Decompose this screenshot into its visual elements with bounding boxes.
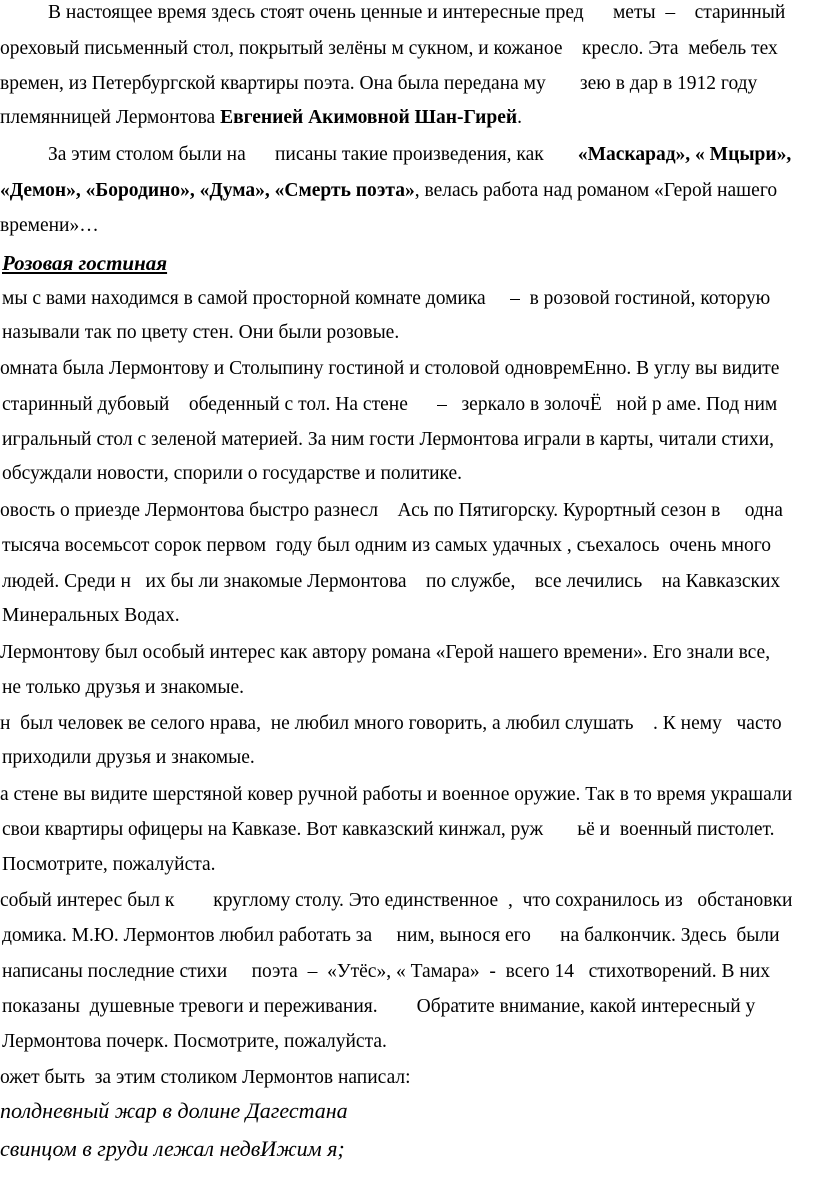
poem-line: свинцом в груди лежал недвИжим я; bbox=[0, 1136, 345, 1161]
body-line: обсуждали новости, спорили о государстве и политике. bbox=[2, 463, 463, 484]
body-line: людей. Среди н их бы ли знакомые Лермонтова по службе, все лечились на Кавказских bbox=[2, 571, 781, 592]
body-line: написаны последние стихи поэта – «Утёс», « Тамара» - всего 14 стихотворений. В них bbox=[2, 961, 771, 982]
person-name: Евгенией Акимовной Шан-Гирей bbox=[220, 107, 518, 128]
body-line: овость о приезде Лермонтова быстро разнесл Ась по Пятигорску. Курортный сезон в одна bbox=[0, 500, 783, 521]
body-line: тысяча восемьсот сорок первом году был одним из самых удачных , съехалось очень много bbox=[2, 535, 772, 556]
body-line: не только друзья и знакомые. bbox=[2, 677, 244, 698]
paragraph-2-line-3: времени»… bbox=[0, 215, 99, 236]
section-heading: Розовая гостиная bbox=[2, 251, 168, 275]
body-line: н был человек ве селого нрава, не любил много говорить, а любил слушать . К нему часто bbox=[0, 713, 782, 734]
body-line: старинный дубовый обеденный с тол. На стене – зеркало в золочЁ ной р аме. Под ним bbox=[2, 394, 778, 415]
paragraph-2-line-2: «Демон», «Бородино», «Дума», «Смерть поэта», велась работа над романом «Герой нашего bbox=[0, 180, 778, 201]
body-line: мы с вами находимся в самой просторной комнате домика – в розовой гостиной, которую bbox=[2, 288, 771, 309]
body-line: ожет быть за этим столиком Лермонтов написал: bbox=[0, 1067, 411, 1088]
body-line: Лермонтову был особый интерес как автору романа «Герой нашего времени». Его знали все, bbox=[0, 642, 771, 663]
body-line: свои квартиры офицеры на Кавказе. Вот кавказский кинжал, руж ьё и военный пистолет. bbox=[2, 819, 775, 840]
body-line: игральный стол с зеленой материей. За ним гости Лермонтова играли в карты, читали стихи, bbox=[2, 429, 775, 450]
body-line: собый интерес был к круглому столу. Это единственное , что сохранилось из обстановки bbox=[0, 890, 793, 911]
body-line: приходили друзья и знакомые. bbox=[2, 747, 255, 768]
body-line: омната была Лермонтову и Столыпину гостиной и столовой одновремЕнно. В углу вы видите bbox=[0, 358, 780, 379]
body-line: а стене вы видите шерстяной ковер ручной работы и военное оружие. Так в то время украшали bbox=[0, 784, 793, 805]
paragraph-1-line-1: В настоящее время здесь стоят очень ценные и интересные пред меты – старинный bbox=[48, 2, 786, 23]
works-list-bold: «Маскарад», « Мцыри», bbox=[577, 144, 792, 165]
paragraph-1-line-4: племянницей Лермонтова Евгенией Акимовной Шан-Гирей. bbox=[0, 107, 522, 128]
body-line: Минеральных Водах. bbox=[2, 605, 180, 626]
body-line: Лермонтова почерк. Посмотрите, пожалуйста. bbox=[2, 1031, 387, 1052]
poem-line: полдневный жар в долине Дагестана bbox=[0, 1098, 348, 1123]
body-line: домика. М.Ю. Лермонтов любил работать за ним, вынося его на балкончик. Здесь были bbox=[2, 925, 780, 946]
paragraph-2-line-1: За этим столом были на писаны такие произведения, как «Маскарад», « Мцыри», bbox=[48, 144, 792, 165]
paragraph-1-line-2: ореховый письменный стол, покрытый зелёны м сукном, и кожаное кресло. Эта мебель тех bbox=[0, 38, 778, 59]
body-line: показаны душевные тревоги и переживания. Обратите внимание, какой интересный у bbox=[2, 996, 756, 1017]
body-line: Посмотрите, пожалуйста. bbox=[2, 854, 216, 875]
works-list-bold: «Демон», «Бородино», «Дума», «Смерть поэта» bbox=[0, 180, 415, 201]
paragraph-1-line-3: времен, из Петербургской квартиры поэта. Она была передана му зею в дар в 1912 году bbox=[0, 73, 758, 94]
body-line: называли так по цвету стен. Они были розовые. bbox=[2, 322, 400, 343]
